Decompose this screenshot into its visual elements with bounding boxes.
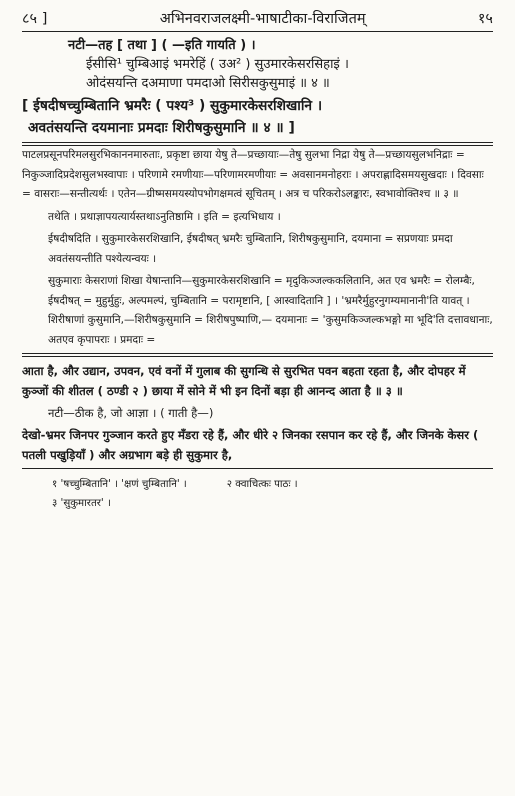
verse-line: ओदंसयन्ति दअमाणा पमदाओ सिरीसकुसुमाइं ॥ ४ ॥ bbox=[86, 76, 330, 91]
section-divider bbox=[22, 353, 493, 357]
verse-line: नटी—तह [ तथा ] ( —इति गायति ) । bbox=[68, 38, 256, 53]
footnote: २ क्वाचित्कः पाठः । bbox=[226, 479, 298, 490]
footnote-divider bbox=[22, 468, 493, 469]
translation-paragraph: देखो-भ्रमर जिनपर गुञ्जान करते हुए मँडरा रहे हैं, और धीरे २ जिनका रसपान कर रहे हैं, और जिनके केसर ( पतली पखुड़ियाँ ) और अग्रभाग बड़े ही सुकुमार है, bbox=[22, 428, 479, 462]
translation-paragraph: आता है, और उद्यान, उपवन, एवं वनों में गुलाब की सुगन्धि से सुरभित पवन बहता रहता है, और दोपहर में कुञ्जों की शीतल ( ठण्डी २ ) छाया में सोने में भी इन दिनों बड़ा ही आनन्द आता है ॥ ३ ॥ bbox=[22, 364, 466, 398]
page-header bbox=[22, 8, 493, 30]
sanskrit-chaya bbox=[22, 95, 493, 139]
hindi-translation bbox=[22, 361, 493, 465]
footnote: १ 'षच्चुम्बितानि' । 'क्षणं चुम्बितानि' । bbox=[52, 479, 187, 490]
commentary-paragraph: ईषदीषदिति । सुकुमारकेसरशिखानि, ईषदीषत् भ्रमरैः चुम्बितानि, शिरीषकुसुमानि, दयमाना = सप्रणयाः प्रमदा अवतंसयन्तीति पश्येत्यन्वयः । bbox=[48, 233, 453, 265]
page-number-left: ८५ ] bbox=[22, 11, 48, 27]
translation-paragraph: नटी—ठीक है, जो आज्ञा । ( गाती है—) bbox=[48, 406, 214, 420]
running-title: अभिनवराजलक्ष्मी-भाषाटीका-विराजितम् bbox=[159, 11, 366, 27]
header-divider bbox=[22, 31, 493, 32]
commentary-paragraph: तथेति । प्रथाज्ञापयत्यार्यस्तथाऽनुतिष्ठामि । इति = इत्यभिधाय । bbox=[48, 210, 281, 223]
chaya-line: अवतंसयन्ति दयमानाः प्रमदाः शिरीषकुसुमानि ॥ ४ ॥ ] bbox=[28, 120, 295, 136]
commentary-paragraph: सुकुमाराः केसराणां शिखा येषान्तानि—सुकुमारकेसरशिखानि = मृदुकिञ्जल्ककलितानि, अत एव भ्रमरैः = रोलम्बैः, ईषदीषत् = मुहुर्मुहुः, अल्पमल्पं, चुम्बितानि = परामृष्टानि, [ आस्वादितानि ] । 'भ्रमरैर्मुहुरनुगम्यमानानी'ति यावत् । शिरीषाणां कुसुमानि,—शिरीषकुसुमानि = शिरीषपुष्पाणि,— दयमानाः = 'कुसुमकिञ्जल्कभङ्गो मा भूदि'ति दत्तावधानाः, अतएव कृपापराः । प्रमदाः = bbox=[48, 275, 493, 346]
verse-line: ईसीसि¹ चुम्बिआइं भमरेहिं ( उअ² ) सुउमारकेसरसिहाइं । bbox=[86, 57, 349, 72]
prakrit-verse bbox=[58, 36, 493, 93]
page-number-right: १५ bbox=[477, 11, 493, 27]
footnote: ३ 'सुकुमारतर' । bbox=[52, 498, 111, 509]
commentary bbox=[22, 146, 493, 350]
chaya-line: [ ईषदीषच्चुम्बितानि भ्रमरैः ( पश्य³ ) सुकुमारकेसरशिखानि । bbox=[22, 98, 323, 114]
footnotes bbox=[52, 475, 493, 513]
commentary-paragraph: पाटलप्रसूनपरिमलसुरभिकाननमारुताः, प्रकृष्टा छाया येषु ते—प्रच्छायाः—तेषु सुलभा निद्रा येषु ते—प्रच्छायसुलभनिद्राः = निकुञ्जादिप्रदेशसुलभस्वापाः । परिणामे रमणीयाः—परिणामरमणीयाः = अवसानमनोहराः । अपराह्णादिसमयसुखदाः । दिवसाः = वासराः—सन्तीत्यर्थः । एतेन—ग्रीष्मसमयस्योपभोगक्षमत्वं सूचितम् । अत्र च परिकरोऽलङ्कारः, स्वभावोक्तिश्च ॥ ३ ॥ bbox=[22, 149, 484, 200]
